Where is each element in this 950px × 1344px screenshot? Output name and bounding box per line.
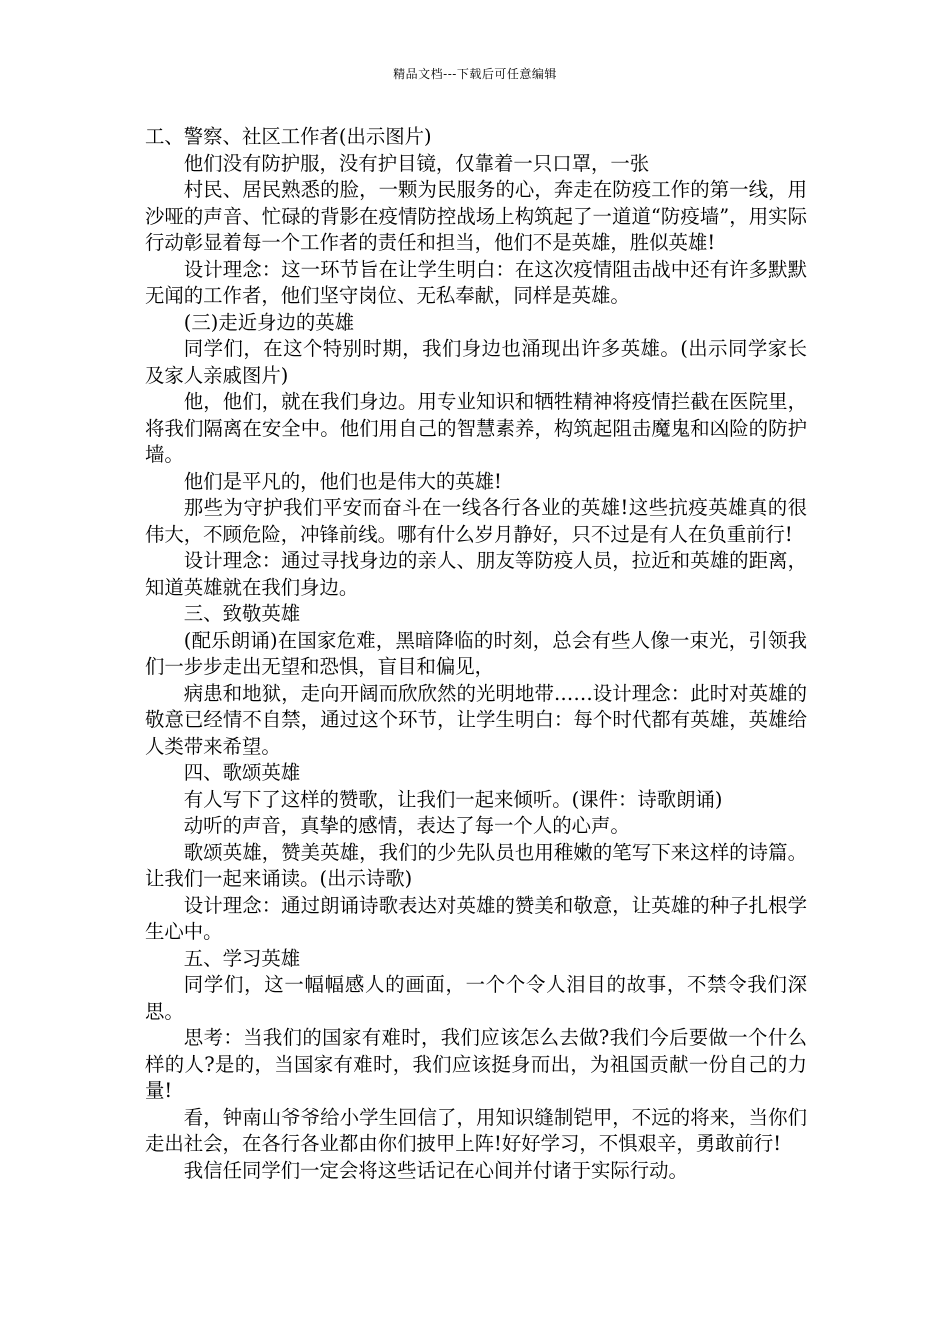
paragraph-classmates: 同学们，在这个特别时期，我们身边也涌现出许多英雄。(出示同学家长及家人亲戚图片): [145, 337, 807, 387]
paragraph-design-concept-3: 病患和地狱，走向开阔而欣欣然的光明地带……设计理念：此时对英雄的敬意已经情不自禁，通过这个环节，让学生明白：每个时代都有英雄，英雄给人类带来希望。: [145, 681, 807, 758]
paragraph-think: 思考：当我们的国家有难时，我们应该怎么去做?我们今后要做一个什么样的人?是的，当国家有难时，我们应该挺身而出，为祖国贡献一份自己的力量!: [145, 1026, 807, 1102]
paragraph-frontline-heroes: 那些为守护我们平安而奋斗在一线各行各业的英雄!这些抗疫英雄真的很伟大，不顾危险，冲锋前线。哪有什么岁月静好，只不过是有人在负重前行!: [145, 496, 807, 546]
paragraph-design-concept-4: 设计理念：通过朗诵诗歌表达对英雄的赞美和敬意，让英雄的种子扎根学生心中。: [145, 893, 807, 943]
page-header: 精品文档---下载后可任意编辑: [393, 67, 557, 81]
paragraph-recitation: (配乐朗诵)在国家危难，黑暗降临的时刻，总会有些人像一束光，引领我们一步步走出无望和恐惧，盲目和偏见，: [145, 628, 807, 678]
paragraph-no-protection: 他们没有防护服，没有护目镜，仅靠着一只口罩，一张: [183, 151, 650, 175]
paragraph-young-pioneers: 歌颂英雄，赞美英雄，我们的少先队员也用稚嫩的笔写下来这样的诗篇。让我们一起来诵读。(出示诗歌): [145, 840, 807, 890]
paragraph-villagers: 村民、居民熟悉的脸，一颗为民服务的心，奔走在防疫工作的第一线，用沙哑的声音、忙碌的背影在疫情防控战场上构筑起了一道道“防疫墙”，用实际行动彰显着每一个工作者的责任和担当，他们不是英雄，胜似英雄!: [145, 178, 807, 254]
paragraph-design-concept-1: 设计理念：这一环节旨在让学生明白：在这次疫情阻击战中还有许多默默无闻的工作者，他们坚守岗位、无私奉献，同样是英雄。: [145, 257, 807, 307]
paragraph-beside-us: 他，他们，就在我们身边。用专业知识和牺牲精神将疫情拦截在医院里，将我们隔离在安全中。他们用自己的智慧素养，构筑起阻击魔鬼和凶险的防护墙。: [145, 390, 807, 466]
paragraph-zhong-nanshan: 看，钟南山爷爷给小学生回信了，用知识缝制铠甲，不远的将来，当你们走出社会，在各行各业都由你们披甲上阵!好好学习，不惧艰辛，勇敢前行!: [145, 1105, 807, 1155]
section-heading-nearby-heroes: (三)走近身边的英雄: [183, 310, 355, 334]
section-heading-learn: 五、学习英雄: [183, 946, 301, 970]
paragraph-touching-pictures: 同学们，这一幅幅感人的画面，一个个令人泪目的故事，不禁令我们深思。: [145, 973, 807, 1023]
document-body: [145, 124, 807, 1184]
paragraph-ordinary-heroes: 他们是平凡的，他们也是伟大的英雄!: [183, 469, 502, 493]
section-heading-salute: 三、致敬英雄: [183, 602, 301, 625]
paragraph-workers-continued: 工、警察、社区工作者(出示图片): [145, 125, 432, 148]
section-heading-praise: 四、歌颂英雄: [183, 761, 301, 784]
paragraph-design-concept-2: 设计理念：通过寻找身边的亲人、朋友等防疫人员，拉近和英雄的距离，知道英雄就在我们身边。: [145, 549, 807, 599]
paragraph-listen: 有人写下了这样的赞歌，让我们一起来倾听。(课件：诗歌朗诵): [183, 787, 723, 811]
paragraph-voice: 动听的声音，真挚的感情，表达了每一个人的心声。: [183, 814, 630, 837]
paragraph-closing: 我信任同学们一定会将这些话记在心间并付诸于实际行动。: [183, 1158, 688, 1182]
